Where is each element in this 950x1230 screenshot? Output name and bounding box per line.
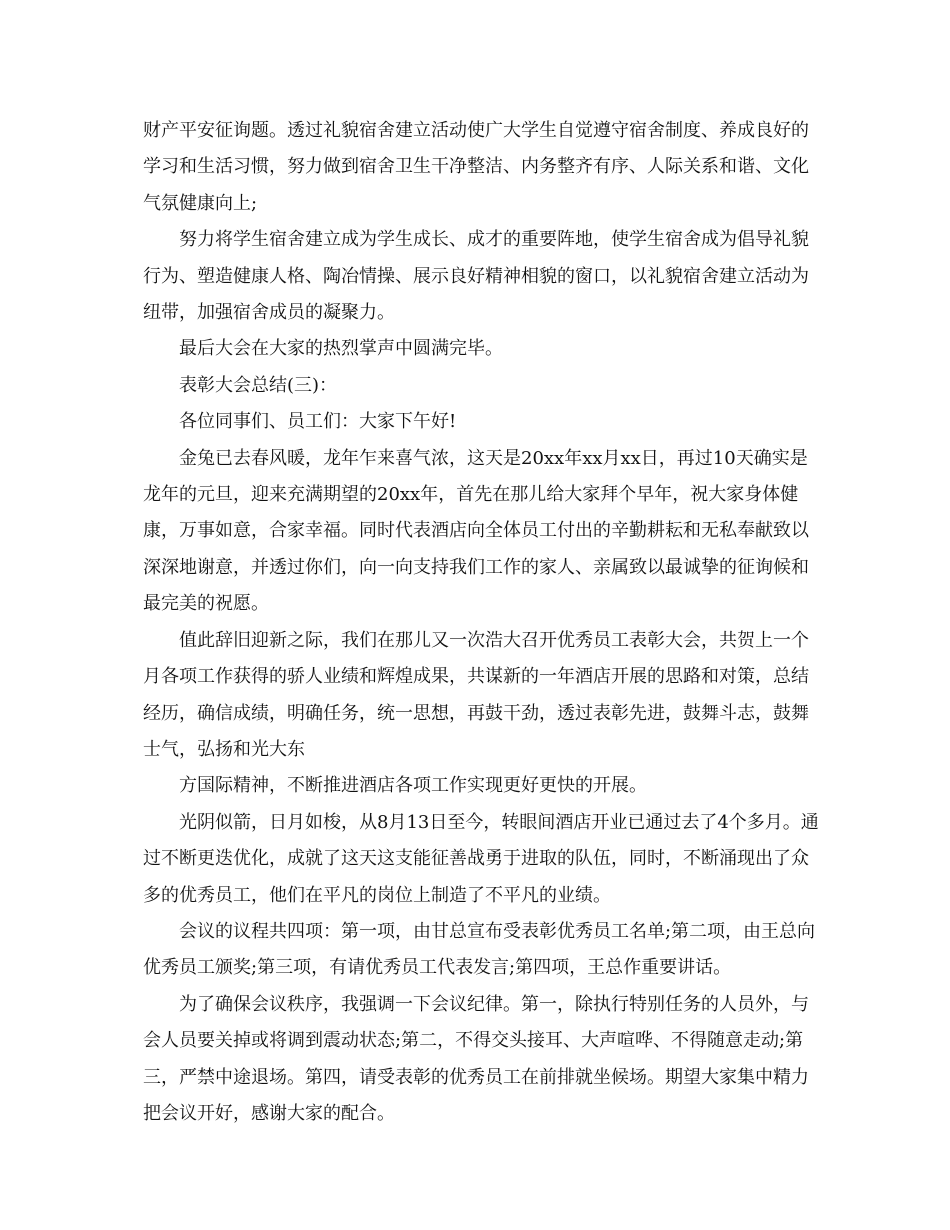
paragraph-11: 为了确保会议秩序，我强调一下会议纪律。第一，除执行特别任务的人员外，与会人员要关掉或将调到震动状态;第二，不得交头接耳、大声喧哗、不得随意走动;第三，严禁中途退场。第四，请受表彰的优秀员工在前排就坐候场。期望大家集中精力把会议开好，感谢大家的配合。: [143, 993, 809, 1124]
section-heading: 表彰大会总结(三)：: [179, 374, 338, 396]
paragraph-1: 财产平安征询题。透过礼貌宿舍建立活动使广大学生自觉遵守宿舍制度、养成良好的学习和生活习惯，努力做到宿舍卫生干净整洁、内务整齐有序、人际关系和谐、文化气氛健康向上;: [143, 120, 809, 214]
paragraph-2: 努力将学生宿舍建立成为学生成长、成才的重要阵地，使学生宿舍成为倡导礼貌行为、塑造健康人格、陶冶情操、展示良好精神相貌的窗口，以礼貌宿舍建立活动为纽带，加强宿舍成员的凝聚力。: [143, 229, 809, 324]
greeting: 各位同事们、员工们：大家下午好!: [179, 411, 457, 433]
paragraph-8: 方国际精神，不断推进酒店各项工作实现更好更快的开展。: [179, 775, 647, 797]
paragraph-10: 会议的议程共四项：第一项，由甘总宣布受表彰优秀员工名单;第二项，由王总向优秀员工颁奖;第三项，有请优秀员工代表发言;第四项，王总作重要讲话。: [143, 920, 816, 979]
paragraph-6: 金兔已去春风暖，龙年乍来喜气浓，这天是20xx年xx月xx日，再过10天确实是龙年的元旦，迎来充满期望的20xx年，首先在那儿给大家拜个早年，祝大家身体健康，万事如意，合家幸福。同时代表酒店向全体员工付出的辛勤耕耘和无私奉献致以深深地谢意，并透过你们，向一向支持我们工作的家人、亲属致以最诚挚的征询候和最完美的祝愿。: [143, 447, 809, 615]
paragraph-3: 最后大会在大家的热烈掌声中圆满完毕。: [179, 338, 503, 360]
paragraph-7: 值此辞旧迎新之际，我们在那儿又一次浩大召开优秀员工表彰大会，共贺上一个月各项工作获得的骄人业绩和辉煌成果，共谋新的一年酒店开展的思路和对策，总结经历，确信成绩，明确任务，统一思想，再鼓干劲，透过表彰先进，鼓舞斗志，鼓舞士气，弘扬和光大东: [143, 629, 809, 760]
document-body: [143, 113, 823, 1132]
paragraph-9: 光阴似箭，日月如梭，从8月13日至今，转眼间酒店开业已通过去了4个多月。通过不断更迭优化，成就了这天这支能征善战勇于进取的队伍，同时，不断涌现出了众多的优秀员工，他们在平凡的岗位上制造了不平凡的业绩。: [143, 811, 819, 906]
